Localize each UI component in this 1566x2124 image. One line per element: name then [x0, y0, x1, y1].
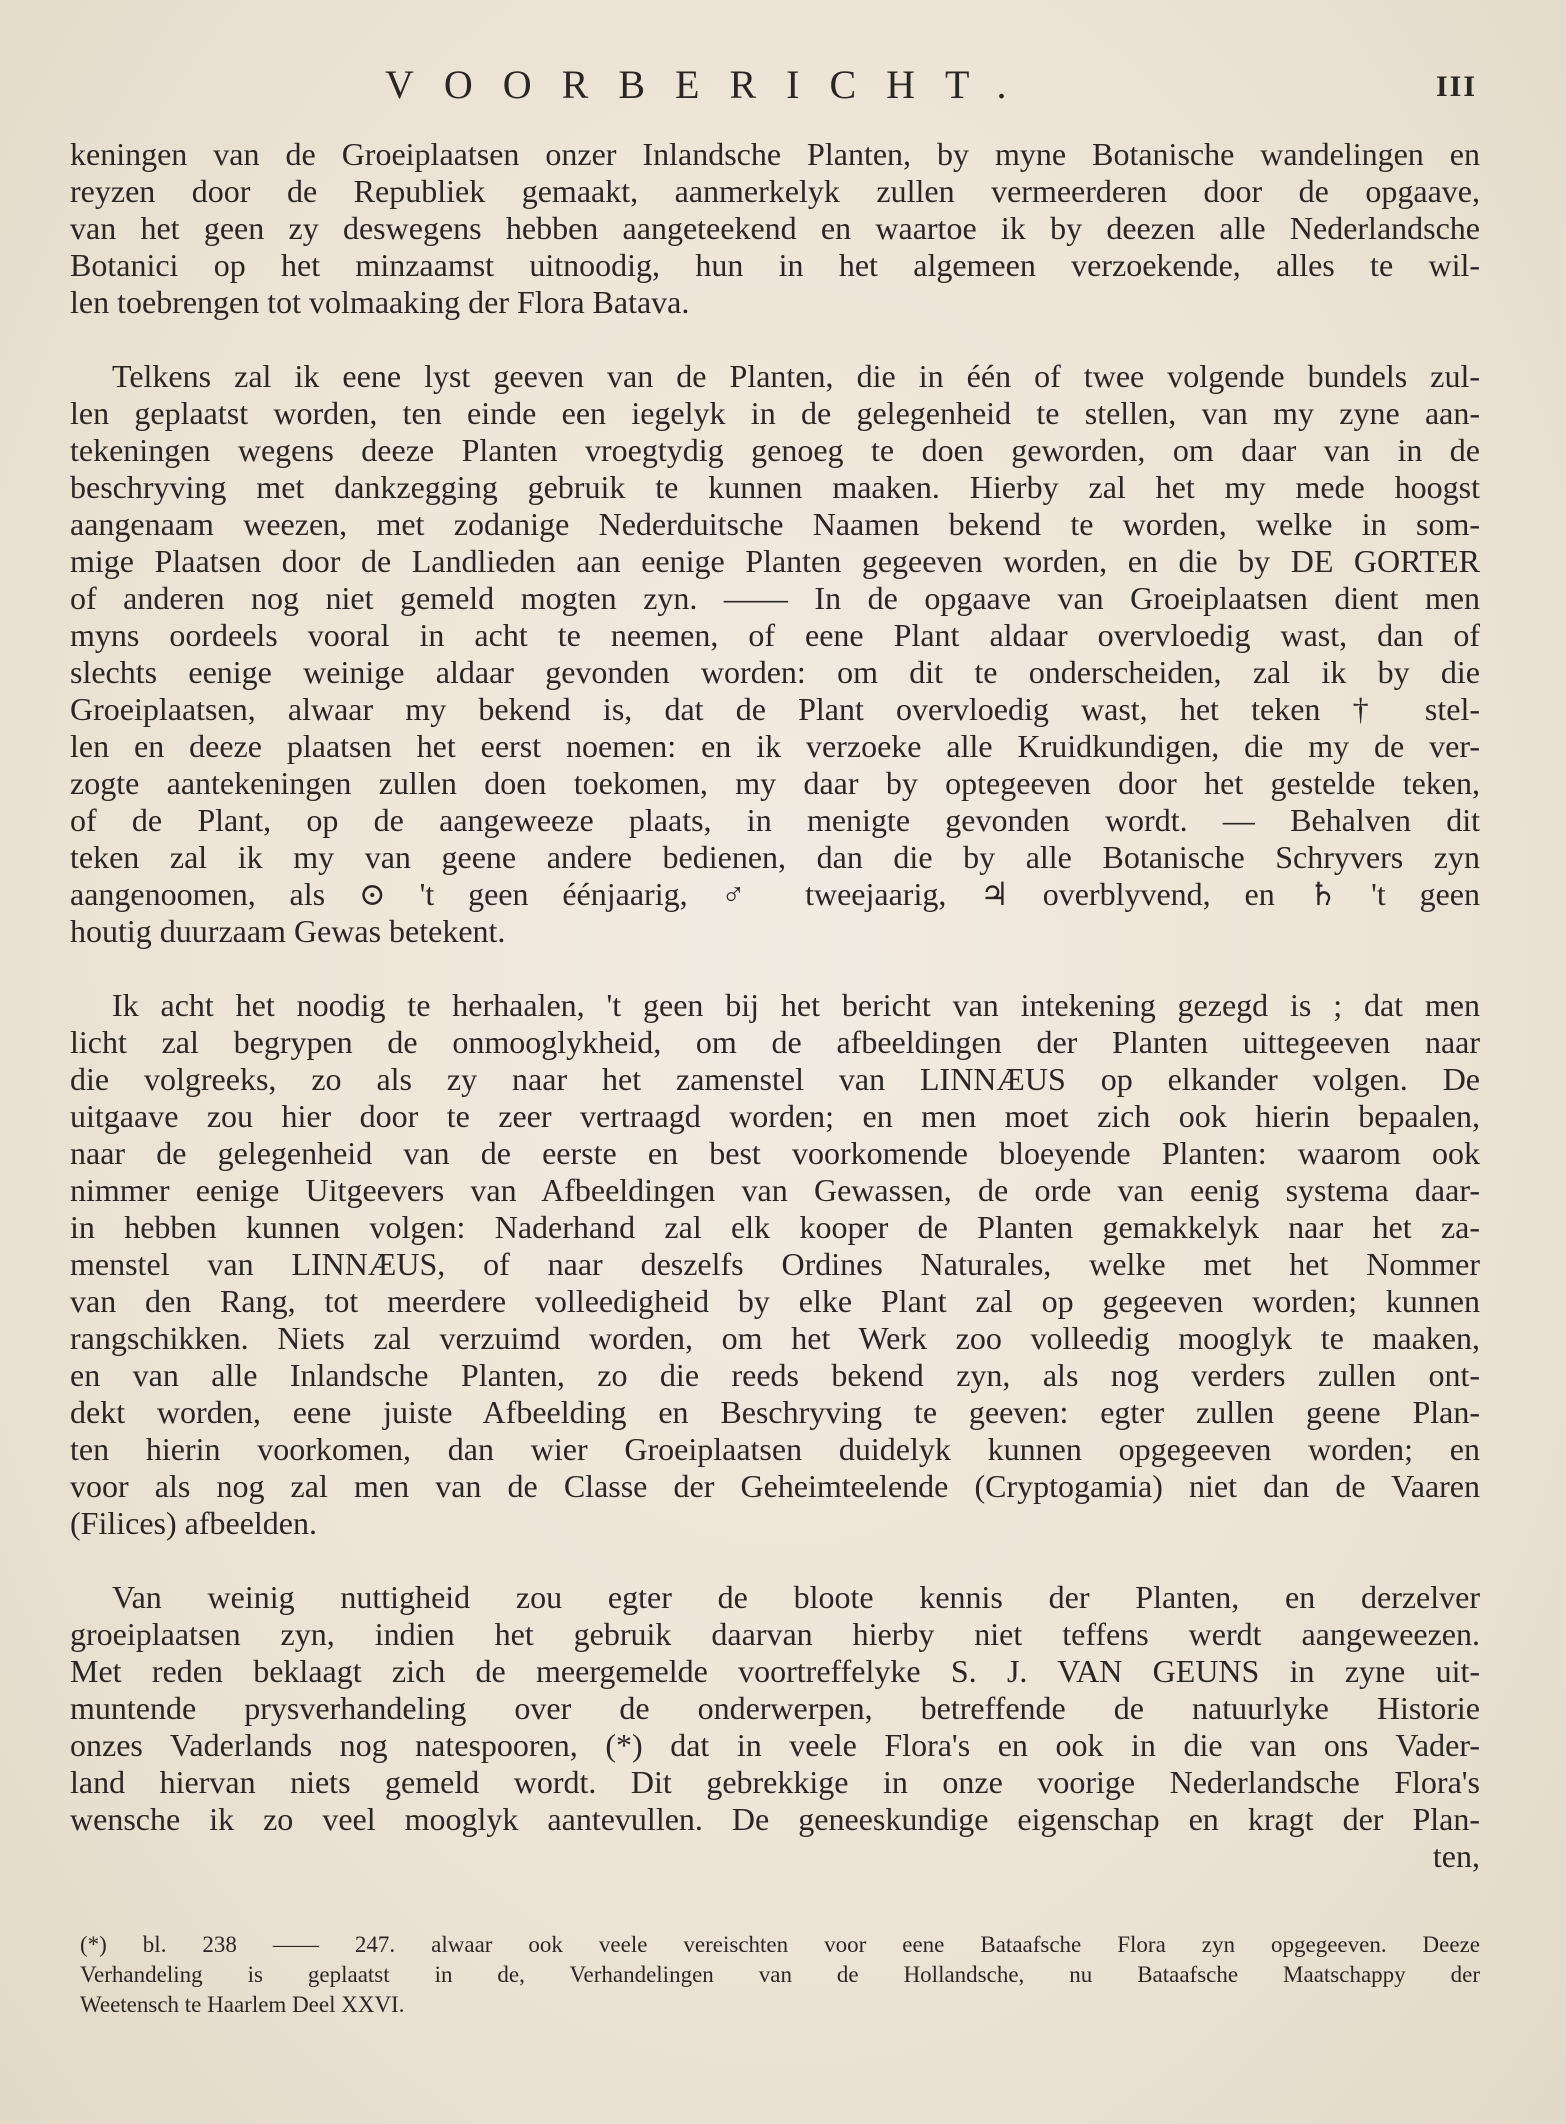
paragraph-4: [70, 1579, 1480, 1875]
text-line: groeiplaatsen zyn, indien het gebruik daarvan hierby niet teffens werdt aangeweezen.: [70, 1616, 1480, 1652]
text-line: houtig duurzaam Gewas betekent.: [70, 913, 506, 949]
text-line: aangenaam weezen, met zodanige Nederduitsche Naamen bekend te worden, welke in som-: [70, 506, 1480, 542]
text-line: of de Plant, op de aangeweeze plaats, in menigte gevonden wordt. — Behalven dit: [70, 802, 1480, 838]
text-line: menstel van LINNÆUS, of naar deszelfs Ordines Naturales, welke met het Nommer: [70, 1246, 1480, 1282]
text-line: voor als nog zal men van de Classe der Geheimteelende (Cryptogamia) niet dan de Vaaren: [70, 1468, 1480, 1504]
text-line: beschryving met dankzegging gebruik te kunnen maaken. Hierby zal het my mede hoogst: [70, 469, 1480, 505]
running-title: VOORBERICHT.: [385, 62, 1037, 107]
text-line: Groeiplaatsen, alwaar my bekend is, dat de Plant overvloedig wast, het teken † stel-: [70, 691, 1480, 727]
paragraph-3: [70, 987, 1480, 1542]
text-line: len toebrengen tot volmaaking der Flora Batava.: [70, 284, 690, 320]
text-line: licht zal begrypen de onmooglykheid, om de afbeeldingen der Planten uittegeeven naar: [70, 1024, 1480, 1060]
footnote-line: Verhandeling is geplaatst in de, Verhandelingen van de Hollandsche, nu Bataafsche Maatschappy der: [80, 1962, 1480, 1987]
text-line: (Filices) afbeelden.: [70, 1505, 317, 1541]
footnote-line: (*) bl. 238 —— 247. alwaar ook veele vereischten voor eene Bataafsche Flora zyn opgegeeven. Deeze: [80, 1932, 1480, 1957]
text-line: uitgaave zou hier door te zeer vertraagd worden; en men moet zich ook hierin bepaalen,: [70, 1098, 1480, 1134]
footnote: [80, 1930, 1480, 2020]
text-line: van het geen zy deswegens hebben aangeteekend en waartoe ik by deezen alle Nederlandsche: [70, 210, 1480, 246]
text-line: land hiervan niets gemeld wordt. Dit gebrekkige in onze voorige Nederlandsche Flora's: [70, 1764, 1480, 1800]
running-head: [0, 55, 1566, 115]
text-line: aangenoomen, als ⊙ 't geen éénjaarig, ♂ tweejaarig, ♃ overblyvend, en ♄ 't geen: [70, 876, 1480, 912]
text-line: len geplaatst worden, ten einde een iegelyk in de gelegenheid te stellen, van my zyne aan-: [70, 395, 1480, 431]
paragraph-2: [70, 358, 1480, 950]
text-line: reyzen door de Republiek gemaakt, aanmerkelyk zullen vermeerderen door de opgaave,: [70, 173, 1480, 209]
text-line: onzes Vaderlands nog natespooren, (*) dat in veele Flora's en ook in die van ons Vader-: [70, 1727, 1480, 1763]
text-line: in hebben kunnen volgen: Naderhand zal elk kooper de Planten gemakkelyk naar het za-: [70, 1209, 1480, 1245]
text-line: slechts eenige weinige aldaar gevonden worden: om dit te onderscheiden, zal ik by die: [70, 654, 1480, 690]
text-line: zogte aantekeningen zullen doen toekomen, my daar by optegeeven door het gestelde teken,: [70, 765, 1480, 801]
text-line: of anderen nog niet gemeld mogten zyn. —— In de opgaave van Groeiplaatsen dient men: [70, 580, 1480, 616]
footnote-line: Weetensch te Haarlem Deel XXVI.: [80, 1992, 405, 2017]
text-line: Telkens zal ik eene lyst geeven van de Planten, die in één of twee volgende bundels zul-: [112, 358, 1480, 394]
text-line: die volgreeks, zo als zy naar het zamenstel van LINNÆUS op elkander volgen. De: [70, 1061, 1480, 1097]
text-line: muntende prysverhandeling over de onderwerpen, betreffende de natuurlyke Historie: [70, 1690, 1480, 1726]
text-line: Van weinig nuttigheid zou egter de bloote kennis der Planten, en derzelver: [112, 1579, 1480, 1615]
catchword: ten,: [1432, 1838, 1480, 1874]
text-line: tekeningen wegens deeze Planten vroegtydig genoeg te doen geworden, om daar van in de: [70, 432, 1480, 468]
text-line: dekt worden, eene juiste Afbeelding en Beschryving te geeven: egter zullen geene Plan-: [70, 1394, 1480, 1430]
text-line: ten hierin voorkomen, dan wier Groeiplaatsen duidelyk kunnen opgegeeven worden; en: [70, 1431, 1480, 1467]
text-line: wensche ik zo veel mooglyk aantevullen. De geneeskundige eigenschap en kragt der Plan-: [70, 1801, 1480, 1837]
text-line: myns oordeels vooral in acht te neemen, of eene Plant aldaar overvloedig wast, dan of: [70, 617, 1480, 653]
text-line: en van alle Inlandsche Planten, zo die reeds bekend zyn, als nog verders zullen ont-: [70, 1357, 1480, 1393]
text-line: len en deeze plaatsen het eerst noemen: en ik verzoeke alle Kruidkundigen, die my de ver-: [70, 728, 1480, 764]
text-line: Met reden beklaagt zich de meergemelde voortreffelyke S. J. VAN GEUNS in zyne uit-: [70, 1653, 1480, 1689]
text-line: mige Plaatsen door de Landlieden aan eenige Planten gegeeven worden, en die by DE GORTER: [70, 543, 1480, 579]
paragraph-1: [70, 136, 1480, 321]
text-line: Botanici op het minzaamst uitnoodig, hun in het algemeen verzoekende, alles te wil-: [70, 247, 1480, 283]
text-line: van den Rang, tot meerdere volleedigheid by elke Plant zal op gegeeven worden; kunnen: [70, 1283, 1480, 1319]
page-number: III: [1436, 70, 1478, 103]
text-line: rangschikken. Niets zal verzuimd worden, om het Werk zoo volleedig mooglyk te maaken,: [70, 1320, 1480, 1356]
body-text: [70, 136, 1480, 1912]
text-line: keningen van de Groeiplaatsen onzer Inlandsche Planten, by myne Botanische wandelingen en: [70, 136, 1480, 172]
text-line: nimmer eenige Uitgeevers van Afbeeldingen van Gewassen, de orde van eenig systema daar-: [70, 1172, 1480, 1208]
text-line: teken zal ik my van geene andere bedienen, dan die by alle Botanische Schryvers zyn: [70, 839, 1480, 875]
text-line: Ik acht het noodig te herhaalen, 't geen bij het bericht van intekening gezegd is ; dat men: [112, 987, 1480, 1023]
text-line: naar de gelegenheid van de eerste en best voorkomende bloeyende Planten: waarom ook: [70, 1135, 1480, 1171]
